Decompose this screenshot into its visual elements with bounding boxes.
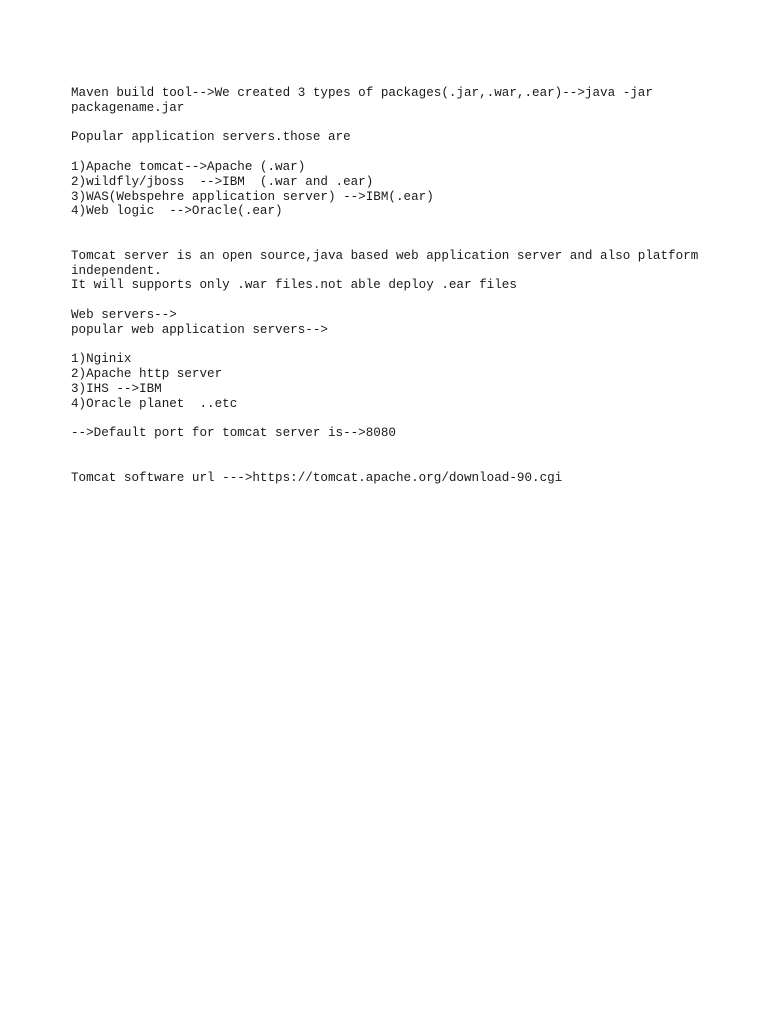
software-url-line: Tomcat software url --->https://tomcat.apache.org/download-90.cgi — [71, 470, 563, 485]
tomcat-description-line-3: It will supports only .war files.not able deploy .ear files — [71, 278, 517, 293]
web-server-item: 2)Apache http server — [71, 367, 223, 382]
app-server-item: 3)WAS(Webspehre application server) -->IBM(.ear) — [71, 189, 434, 204]
web-servers-heading: Web servers--> — [71, 307, 177, 322]
web-servers-subheading: popular web application servers--> — [71, 322, 328, 337]
intro-line-1: Maven build tool-->We created 3 types of packages(.jar,.war,.ear)-->java -jar — [71, 86, 653, 100]
app-server-item: 4)Web logic -->Oracle(.ear) — [71, 204, 283, 219]
paragraph-gap — [71, 116, 711, 131]
paragraph-gap — [71, 412, 711, 427]
app-server-item: 1)Apache tomcat-->Apache (.war) — [71, 159, 306, 174]
document-body — [71, 86, 711, 486]
tomcat-description-line-2: independent. — [71, 263, 162, 278]
web-server-item: 4)Oracle planet ..etc — [71, 396, 238, 411]
tomcat-description-line-1: Tomcat server is an open source,java based web application server and also platform — [71, 248, 699, 263]
paragraph-gap — [71, 145, 711, 160]
paragraph-gap — [71, 219, 711, 249]
web-server-item: 3)IHS -->IBM — [71, 381, 162, 396]
paragraph-gap — [71, 293, 711, 308]
default-port-line: -->Default port for tomcat server is-->8080 — [71, 426, 396, 441]
app-servers-heading: Popular application servers.those are — [71, 130, 351, 145]
intro-line-2: packagename.jar — [71, 100, 185, 115]
paragraph-gap — [71, 338, 711, 353]
app-server-item: 2)wildfly/jboss -->IBM (.war and .ear) — [71, 174, 374, 189]
web-server-item: 1)Nginix — [71, 352, 132, 367]
paragraph-gap — [71, 441, 711, 471]
